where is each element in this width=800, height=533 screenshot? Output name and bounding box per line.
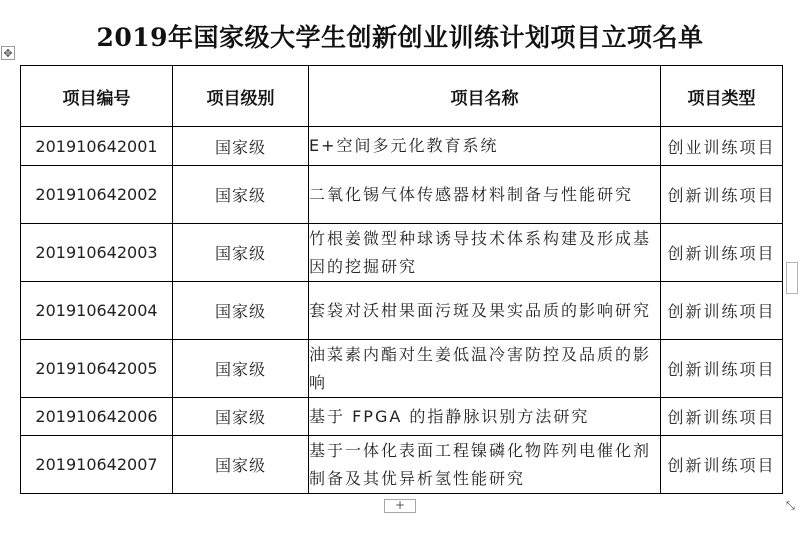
cell-project-type: 创新训练项目 bbox=[661, 398, 783, 436]
table-row bbox=[21, 127, 783, 166]
table-resize-icon[interactable]: ⤡ bbox=[786, 499, 795, 512]
cell-project-type: 创新训练项目 bbox=[661, 436, 783, 494]
cell-project-id: 201910642004 bbox=[21, 282, 173, 340]
table-row bbox=[21, 340, 783, 398]
add-row-button[interactable]: + bbox=[384, 499, 416, 513]
cell-project-name: 油菜素内酯对生姜低温冷害防控及品质的影响 bbox=[309, 340, 661, 398]
cell-project-level: 国家级 bbox=[173, 436, 309, 494]
cell-project-level: 国家级 bbox=[173, 127, 309, 166]
cell-project-id: 201910642007 bbox=[21, 436, 173, 494]
cell-project-id: 201910642003 bbox=[21, 224, 173, 282]
table-row bbox=[21, 436, 783, 494]
cell-project-level: 国家级 bbox=[173, 340, 309, 398]
cell-project-type: 创业训练项目 bbox=[661, 127, 783, 166]
table-row bbox=[21, 224, 783, 282]
header-project-type: 项目类型 bbox=[661, 66, 783, 127]
table-header-row bbox=[21, 66, 783, 127]
header-project-name: 项目名称 bbox=[309, 66, 661, 127]
cell-project-id: 201910642005 bbox=[21, 340, 173, 398]
cell-project-level: 国家级 bbox=[173, 166, 309, 224]
header-project-id: 项目编号 bbox=[21, 66, 173, 127]
column-resize-handle[interactable] bbox=[786, 262, 798, 294]
cell-project-name: 基于一体化表面工程镍磷化物阵列电催化剂制备及其优异析氢性能研究 bbox=[309, 436, 661, 494]
cell-project-name: 套袋对沃柑果面污斑及果实品质的影响研究 bbox=[309, 282, 661, 340]
cell-project-name: 二氧化锡气体传感器材料制备与性能研究 bbox=[309, 166, 661, 224]
header-project-level: 项目级别 bbox=[173, 66, 309, 127]
cell-project-level: 国家级 bbox=[173, 282, 309, 340]
table-row bbox=[21, 166, 783, 224]
cell-project-id: 201910642002 bbox=[21, 166, 173, 224]
table-row bbox=[21, 398, 783, 436]
cell-project-name: E+空间多元化教育系统 bbox=[309, 127, 661, 166]
cell-project-name: 竹根姜微型种球诱导技术体系构建及形成基因的挖掘研究 bbox=[309, 224, 661, 282]
cell-project-level: 国家级 bbox=[173, 398, 309, 436]
cell-project-type: 创新训练项目 bbox=[661, 166, 783, 224]
cell-project-id: 201910642006 bbox=[21, 398, 173, 436]
cell-project-type: 创新训练项目 bbox=[661, 224, 783, 282]
table-move-handle-icon[interactable]: ✥ bbox=[1, 46, 15, 60]
cell-project-type: 创新训练项目 bbox=[661, 340, 783, 398]
table-row bbox=[21, 282, 783, 340]
cell-project-id: 201910642001 bbox=[21, 127, 173, 166]
cell-project-type: 创新训练项目 bbox=[661, 282, 783, 340]
cell-project-level: 国家级 bbox=[173, 224, 309, 282]
cell-project-name: 基于 FPGA 的指静脉识别方法研究 bbox=[309, 398, 661, 436]
project-table bbox=[20, 65, 783, 494]
document-title: 2019年国家级大学生创新创业训练计划项目立项名单 bbox=[96, 23, 704, 52]
